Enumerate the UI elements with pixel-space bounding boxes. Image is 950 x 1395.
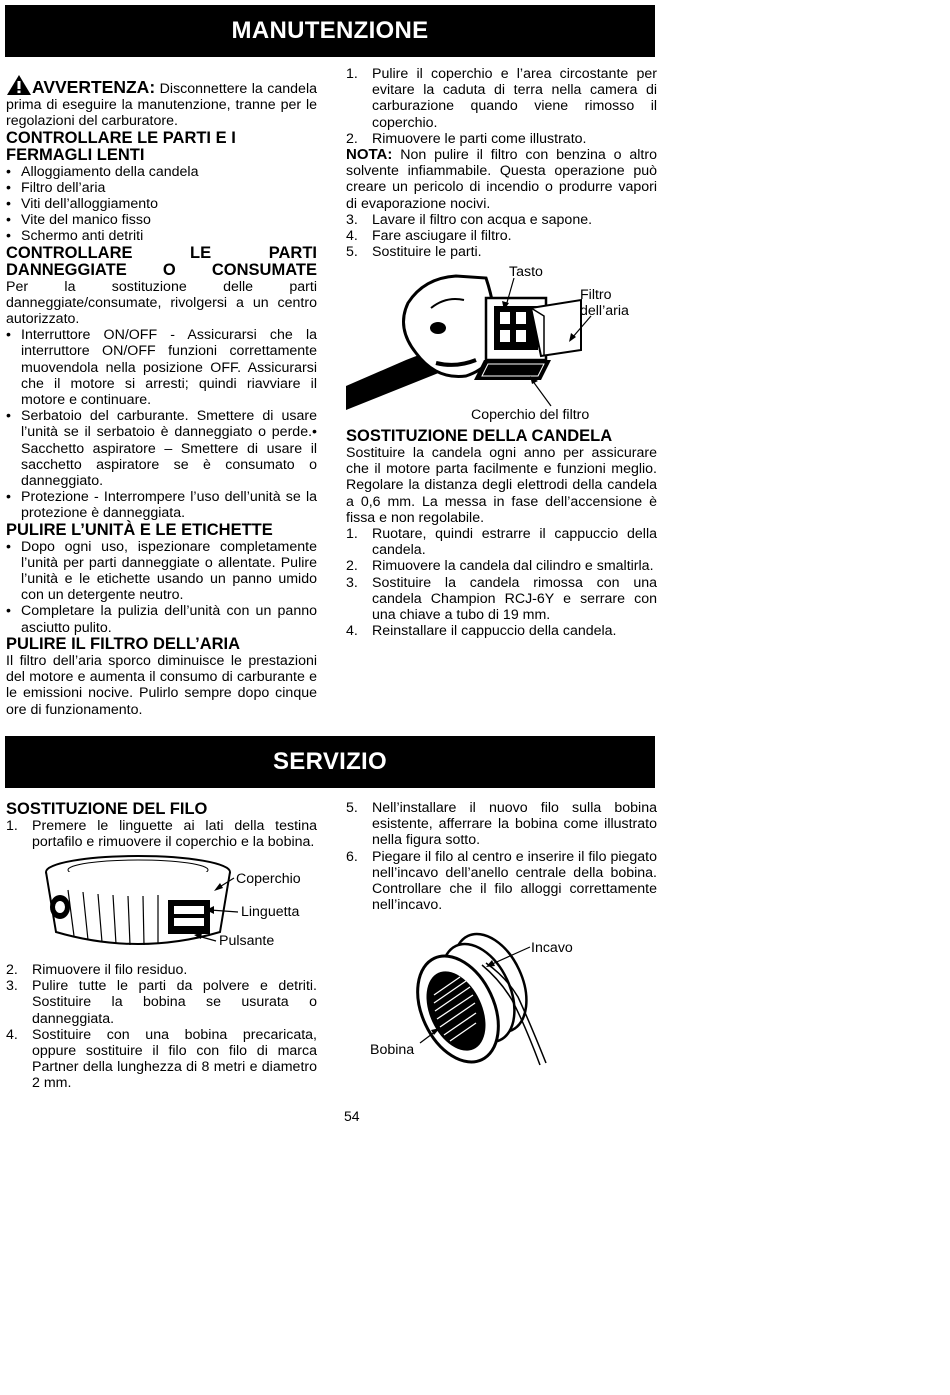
pulsante-label: Pulsante	[219, 933, 275, 949]
list-item: • Completare la pulizia dell’unità con un panno asciutto pulito.	[6, 603, 317, 635]
check-damaged-list	[6, 327, 317, 521]
filter-cover-label: Coperchio del filtro	[471, 407, 590, 423]
maintenance-right-column	[346, 66, 657, 260]
trimmer-head-illustration	[38, 852, 238, 956]
warning-text: Disconnettere la candela prima di eseguire la manutenzione, tranne per le regolazioni del carburatore.	[6, 81, 317, 130]
list-item: • Protezione - Interrompere l’uso dell’unità se la protezione è danneggiata.	[6, 489, 317, 521]
list-item: 3. Pulire tutte le parti da polvere e detriti. Sostituire la bobina se usurata o danneggiata.	[6, 978, 317, 1027]
linguetta-label: Linguetta	[241, 904, 300, 920]
list-item: 5. Sostituire le parti.	[346, 244, 482, 261]
check-loose-title: CONTROLLARE LE PARTI E I FERMAGLI LENTI	[6, 128, 236, 164]
spark-plug-steps	[346, 526, 657, 639]
warning-paragraph	[6, 74, 317, 130]
maintenance-banner	[5, 5, 655, 57]
coperchio-label: Coperchio	[236, 871, 301, 887]
tasto-label: Tasto	[509, 264, 543, 280]
warning-triangle-icon	[6, 74, 32, 96]
line-replace-title: SOSTITUZIONE DEL FILO	[6, 800, 208, 818]
service-banner	[5, 736, 655, 788]
list-item: 1. Premere le linguette ai lati della testina portafilo e rimuovere il coperchio e la bobina.	[6, 818, 317, 851]
list-item: • Viti dell’alloggiamento	[6, 196, 317, 212]
list-item: 2. Rimuovere il filo residuo.	[6, 962, 188, 978]
list-item: • Dopo ogni uso, ispezionare completamente l’unità per parti danneggiate o allentate. Pulire l’unità e le etichette usando un panno umido con un detergente neutro.	[6, 539, 317, 604]
list-item: • Alloggiamento della candela	[6, 164, 317, 180]
spark-plug-intro: Sostituire la candela ogni anno per assicurare che il motore parta facilmente e funzioni meglio. Regolare la distanza degli elettrodi della candela a 0,6 mm. La messa in fase dell’accensione è fissa e non regolabile.	[346, 445, 657, 526]
air-filter-title: PULIRE IL FILTRO DELL’ARIA	[6, 634, 241, 653]
nota-heading: NOTA:	[346, 146, 393, 164]
list-item: 1. Ruotare, quindi estrarre il cappuccio della candela.	[346, 526, 657, 559]
list-item: • Interruttore ON/OFF - Assicurarsi che la interruttore ON/OFF funzioni correttamente muovendola nella posizione OFF. Assicurarsi che il motore si arresti; quindi riavviare il motore e continuare.	[6, 327, 317, 408]
clean-unit-title: PULIRE L’UNITÀ E LE ETICHETTE	[6, 520, 273, 539]
line-replace-steps	[6, 962, 317, 1092]
list-item: • Serbatoio del carburante. Smettere di usare l’unità se il serbatoio è danneggiato o perde.• Sacchetto aspiratore – Smettere di usare il sacchetto aspiratore se è consumato o danneggiato.	[6, 408, 317, 489]
list-item: 2. Rimuovere la candela dal cilindro e smaltirla.	[346, 558, 654, 575]
air-filter-steps-b	[346, 212, 657, 261]
line-replace-steps-left	[6, 962, 317, 1092]
list-item: 1. Pulire il coperchio e l’area circostante per evitare la caduta di terra nella camera di carburazione quando viene rimosso il coperchio.	[346, 66, 657, 131]
list-item: 2. Rimuovere le parti come illustrato.	[346, 130, 587, 147]
list-item: 4. Sostituire con una bobina precaricata, oppure sostituire il filo con filo di marca Partner della lunghezza di 8 metri e diametro 2 mm.	[6, 1026, 317, 1092]
nota-text: Non pulire il filtro con benzina o altro solvente infiammabile. Questa operazione può creare un pericolo di incendio o produrre vapori di evaporazione nocivi.	[346, 147, 657, 212]
check-loose-list	[6, 164, 317, 245]
list-item: 3. Sostituire la candela rimossa con una candela Champion RCJ-6Y e serrare con una chiave a tubo di 19 mm.	[346, 574, 657, 624]
spark-plug-title: SOSTITUZIONE DELLA CANDELA	[346, 427, 613, 445]
nota-paragraph	[346, 147, 657, 212]
list-item: 6. Piegare il filo al centro e inserire il filo piegato nell’incavo dell’anello centrale della bobina. Controllare che il filo alloggi correttamente nell’incavo.	[346, 848, 657, 914]
air-filter-steps-a	[346, 66, 657, 147]
warning-heading: AVVERTENZA:	[32, 77, 156, 97]
spark-plug-section	[346, 428, 657, 639]
air-filter-label: Filtro dell’aria	[580, 287, 629, 319]
list-item: • Filtro dell’aria	[6, 180, 317, 196]
line-replace-step1	[6, 818, 317, 850]
list-item: 4. Reinstallare il cappuccio della candela.	[346, 623, 617, 640]
service-left-column	[6, 801, 317, 850]
service-right-column	[346, 800, 657, 913]
list-item: • Schermo anti detriti	[6, 228, 317, 244]
service-title: SERVIZIO	[273, 748, 387, 775]
incavo-label: Incavo	[531, 940, 573, 956]
list-item: 5. Nell’installare il nuovo filo sulla bobina esistente, afferrare la bobina come illustrato nella figura sotto.	[346, 800, 657, 849]
list-item: • Vite del manico fisso	[6, 212, 317, 228]
list-item: 4. Fare asciugare il filtro.	[346, 228, 512, 245]
maintenance-left-column	[6, 74, 317, 718]
maintenance-title: MANUTENZIONE	[231, 17, 429, 44]
clean-unit-list	[6, 539, 317, 636]
air-filter-intro: Il filtro dell’aria sporco diminuisce le prestazioni del motore e aumenta il consumo di carburante e le emissioni nocive. Pulirlo sempre dopo cinque ore di funzionamento.	[6, 652, 317, 718]
bobina-label: Bobina	[370, 1042, 415, 1058]
page-number: 54	[344, 1108, 360, 1124]
check-damaged-title: CONTROLLARE LE PARTI DANNEGGIATE O CONSUMATE	[6, 243, 317, 279]
list-item: 3. Lavare il filtro con acqua e sapone.	[346, 211, 593, 228]
line-replace-steps-right	[346, 800, 657, 913]
check-damaged-intro: Per la sostituzione delle parti danneggiate/consumate, rivolgersi a un centro autorizzato.	[6, 278, 317, 328]
